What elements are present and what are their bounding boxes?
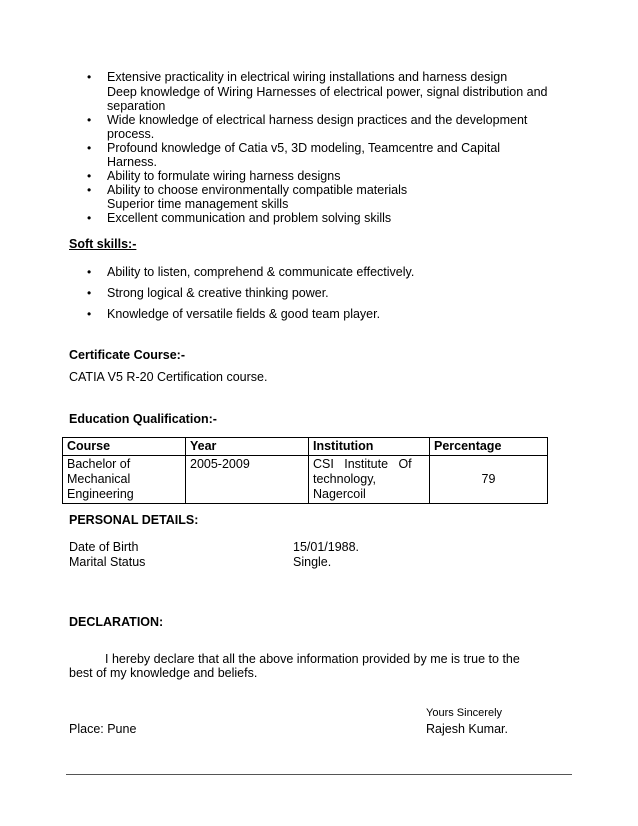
- list-item-continuation: Harness.: [107, 155, 158, 169]
- column-header: Year: [186, 438, 309, 456]
- percentage-cell: 79: [430, 456, 548, 504]
- certificate-heading: Certificate Course:-: [69, 348, 185, 362]
- bullet-icon: •: [87, 169, 92, 183]
- year-cell: 2005-2009: [186, 456, 309, 504]
- closing-text: Yours Sincerely: [426, 707, 503, 719]
- marital-status-label: Marital Status: [69, 555, 146, 569]
- education-table: [62, 437, 548, 504]
- column-header: Institution: [309, 438, 430, 456]
- bullet-icon: •: [87, 286, 92, 300]
- bullet-icon: •: [87, 265, 92, 279]
- dob-value: 15/01/1988.: [293, 540, 360, 554]
- resume-page: • Extensive practicality in electrical wiring installations and harness design Deep knowledge of Wiring Harnesses of electrical power, signal distribution and separation • Wide knowledge of electrical harness design practices and the development process. • Profound knowledge of Catia v5, 3D modeling, Teamcentre and Capital Harness. • Ability to formulate wiring harness designs • Ability to choose environmentally compatible materials Superior time management skills • Excellent communication and problem solving skills Soft skills:- • Ability to listen, comprehend & communicate effectively. • Strong logical & creative thinking power. • Knowledge of versatile fields & good team player. Certificate Course:- CATIA V5 R-20 Certification course. Education Qualification:- Course Year Institution Percentage Bachelor of Mechanical Engineering 2005-2009 CSI Institute Of technology, Nagercoil 79 PERSONAL DETAILS: Date of Birth 15/01/1988. Marital Status Single. DECLARATION: I hereby declare that all the above information provided by me is true to the best of my knowledge and beliefs. Yours Sincerely Place: Pune Rajesh Kumar.: [0, 0, 638, 826]
- dob-label: Date of Birth: [69, 540, 139, 554]
- bullet-icon: •: [87, 211, 92, 225]
- declaration-line-1: I hereby declare that all the above information provided by me is true to the: [105, 652, 520, 666]
- place-text: Place: Pune: [69, 722, 137, 736]
- declaration-line-2: best of my knowledge and beliefs.: [69, 666, 258, 680]
- bullet-icon: •: [87, 307, 92, 321]
- certificate-text: CATIA V5 R-20 Certification course.: [69, 370, 268, 384]
- bullet-icon: •: [87, 141, 92, 155]
- education-heading: Education Qualification:-: [69, 412, 217, 426]
- course-cell: Bachelor of Mechanical Engineering: [63, 456, 186, 504]
- column-header: Percentage: [430, 438, 548, 456]
- table-header-row: [63, 438, 548, 456]
- bullet-icon: •: [87, 183, 92, 197]
- declaration-heading: DECLARATION:: [69, 615, 164, 629]
- signatory-name: Rajesh Kumar.: [426, 722, 508, 736]
- list-item-continuation: process.: [107, 127, 155, 141]
- footer-divider: [66, 774, 572, 775]
- soft-skills-heading: Soft skills:-: [69, 237, 137, 251]
- column-header: Course: [63, 438, 186, 456]
- list-item-continuation: separation: [107, 99, 166, 113]
- list-item: Deep knowledge of Wiring Harnesses of electrical power, signal distribution and: [107, 85, 548, 99]
- list-item: Superior time management skills: [107, 197, 289, 211]
- personal-details-heading: PERSONAL DETAILS:: [69, 513, 199, 527]
- table-row: [63, 456, 548, 504]
- institution-cell: CSI Institute Of technology, Nagercoil: [309, 456, 430, 504]
- marital-status-value: Single.: [293, 555, 332, 569]
- bullet-icon: •: [87, 70, 92, 84]
- bullet-icon: •: [87, 113, 92, 127]
